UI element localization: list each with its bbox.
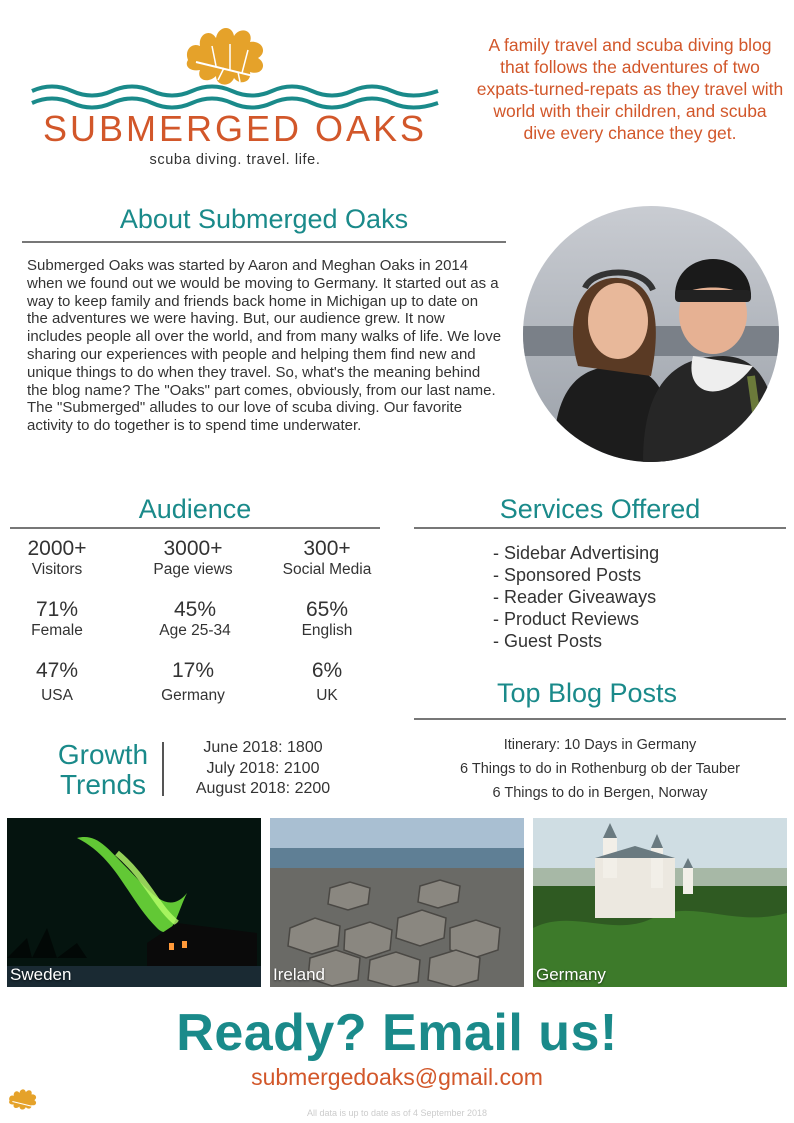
stat-label: Age 25-34 [159, 622, 231, 639]
about-title: About Submerged Oaks [119, 204, 409, 234]
stat-value: 71% [35, 598, 79, 621]
stat-label: Female [31, 622, 83, 639]
oak-leaf-logo-icon [178, 20, 274, 90]
stat-visitors [0, 537, 122, 579]
couple-portrait [523, 206, 779, 462]
stat-value: 65% [305, 598, 349, 621]
top-post-link[interactable]: 6 Things to do in Rothenburg ob der Tauber [460, 761, 740, 777]
stat-value: 6% [311, 659, 343, 682]
growth-item: August 2018: 2200 [195, 780, 331, 797]
top-posts-list [414, 733, 786, 805]
stat-value: 47% [35, 659, 79, 682]
service-item: - Reader Giveaways [493, 587, 657, 607]
email-link[interactable]: submergedoaks@gmail.com [251, 1064, 543, 1090]
service-item: - Guest Posts [493, 631, 603, 651]
growth-title-line2: Trends [59, 769, 147, 800]
growth-divider [162, 742, 164, 796]
stat-value: 17% [171, 659, 215, 682]
stat-label: Visitors [31, 561, 83, 578]
growth-item: July 2018: 2100 [206, 759, 320, 777]
brand-tagline: scuba diving. travel. life. [149, 152, 321, 168]
stat-label: Page views [153, 561, 233, 578]
photo-germany [533, 818, 787, 987]
about-text: Submerged Oaks was started by Aaron and Meghan Oaks in 2014 when we found out we would be moving to Germany. It started out as a way to keep family and friends back home in Michigan up to date on the adventures we were having. But, our audience grew. It now includes people all over the world, and from many walks of life. We love sharing our experiences with people and helping them find new and unique things to do when they travel. So, what's the meaning behind the blog name? The "Oaks" part comes, obviously, from our last name. The "Submerged" alludes to our love of scuba diving. Our favorite activity to do together is to spend time underwater. [27, 257, 502, 435]
services-title: Services Offered [499, 494, 701, 524]
stat-label: USA [41, 687, 73, 704]
intro-text: A family travel and scuba diving blog that follows the adventures of two expats-turned-repats as they travel with world with their children, and scuba dive every chance they get. [476, 35, 784, 143]
top-post-link[interactable]: 6 Things to do in Bergen, Norway [492, 785, 708, 801]
waves-logo-icon [30, 82, 440, 110]
services-divider [414, 527, 786, 529]
brand-name: SUBMERGED OAKS [42, 108, 428, 149]
top-posts-divider [414, 718, 786, 720]
services-list [493, 542, 783, 652]
service-item: - Sidebar Advertising [493, 543, 660, 563]
stat-germany [128, 659, 258, 705]
stat-value: 3000+ [163, 537, 223, 560]
stat-label: Social Media [282, 561, 372, 578]
audience-divider [10, 527, 380, 529]
growth-list [178, 738, 348, 800]
cta-headline: Ready? Email us! [176, 1004, 618, 1062]
stat-page-views [128, 537, 258, 579]
growth-title-line1: Growth [57, 739, 149, 770]
stat-label: English [301, 622, 353, 639]
top-post-link[interactable]: Itinerary: 10 Days in Germany [503, 737, 697, 753]
stat-value: 45% [173, 598, 217, 621]
audience-title: Audience [138, 494, 252, 524]
stat-value: 2000+ [27, 537, 87, 560]
stat-label: UK [316, 687, 338, 704]
oak-leaf-icon [6, 1084, 40, 1114]
stat-female [0, 598, 122, 640]
service-item: - Sponsored Posts [493, 565, 642, 585]
photo-sweden [7, 818, 261, 987]
stat-label: Germany [161, 687, 225, 704]
service-item: - Product Reviews [493, 609, 640, 629]
stat-value: 300+ [303, 537, 351, 560]
stat-social-media [262, 537, 392, 579]
top-posts-title: Top Blog Posts [496, 678, 678, 708]
data-footnote: All data is up to date as of 4 September 2018 [306, 1108, 488, 1118]
growth-item: June 2018: 1800 [203, 739, 323, 756]
stat-uk [262, 659, 392, 705]
stat-english [262, 598, 392, 640]
growth-title [48, 740, 158, 800]
stat-usa [0, 659, 122, 705]
stat-age [130, 598, 260, 640]
photo-label: Ireland [273, 965, 325, 984]
about-divider [22, 241, 506, 243]
photo-label: Sweden [10, 965, 72, 984]
photo-ireland [270, 818, 524, 987]
photo-label: Germany [536, 965, 606, 984]
